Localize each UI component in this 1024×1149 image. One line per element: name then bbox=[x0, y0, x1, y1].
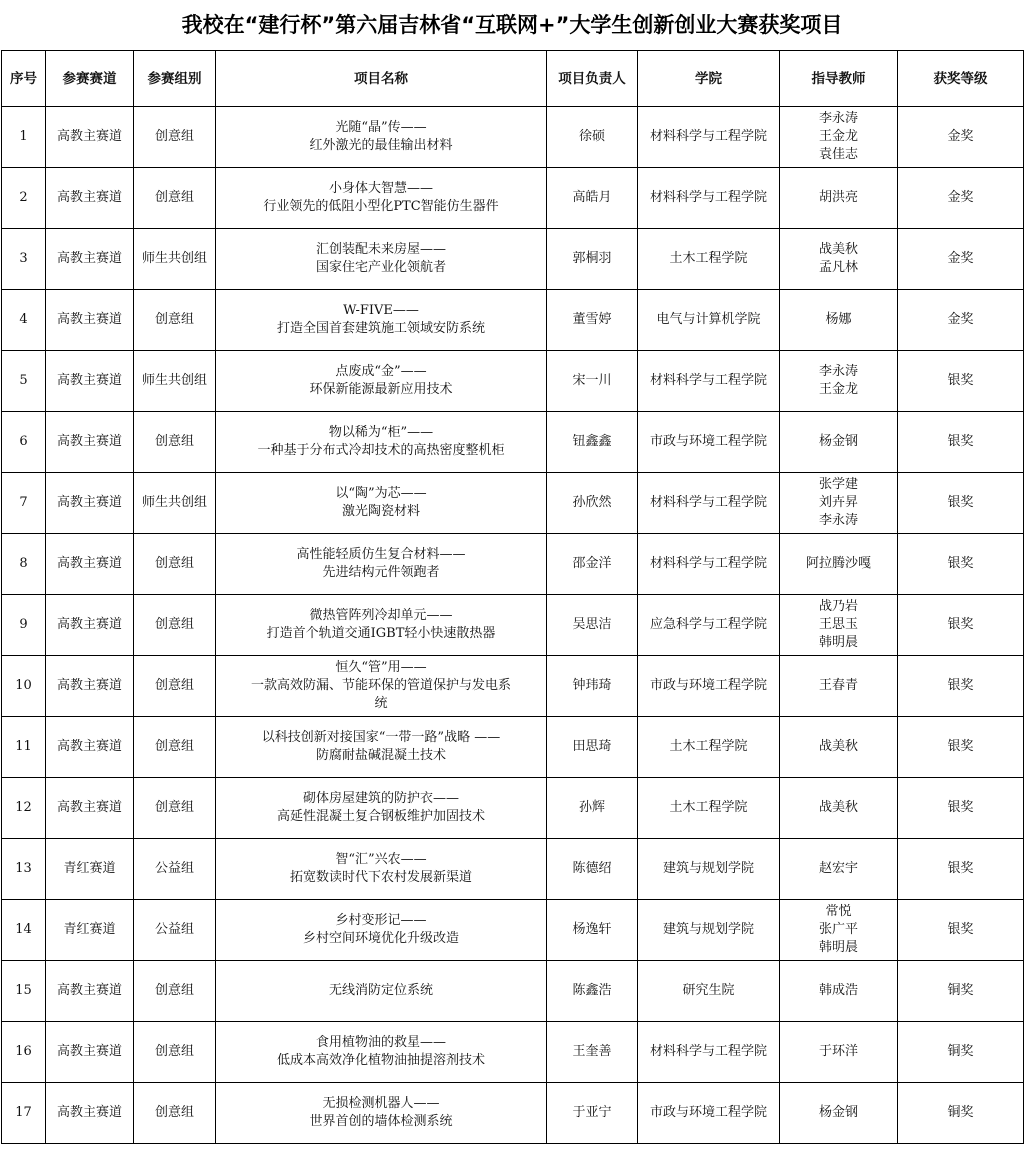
cell-track: 高教主赛道 bbox=[46, 351, 134, 412]
teacher-name: 刘卉昇 bbox=[818, 495, 858, 510]
cell-group: 师生共创组 bbox=[134, 473, 216, 534]
cell-college bbox=[638, 1083, 780, 1144]
header-award: 获奖等级 bbox=[898, 51, 1024, 107]
cell-group: 创意组 bbox=[134, 168, 216, 229]
cell-index: 9 bbox=[2, 595, 46, 656]
cell-college bbox=[638, 229, 780, 290]
project-name-line: 世界首创的墙体检测系统 bbox=[309, 1114, 453, 1129]
cell-project bbox=[216, 1083, 547, 1144]
cell-teacher bbox=[780, 290, 898, 351]
cell-project bbox=[216, 473, 547, 534]
project-name-line: 先进结构元件领跑者 bbox=[322, 565, 440, 580]
cell-project bbox=[216, 107, 547, 168]
cell-index: 2 bbox=[2, 168, 46, 229]
project-name-line: 微热管阵列冷却单元—— bbox=[309, 608, 453, 623]
teacher-name: 常悦 bbox=[825, 904, 852, 919]
project-name-line: 打造首个轨道交通IGBT轻小快速散热器 bbox=[266, 626, 496, 641]
cell-project bbox=[216, 168, 547, 229]
college-name: 市政与环境工程学院 bbox=[649, 434, 767, 449]
cell-index: 8 bbox=[2, 534, 46, 595]
cell-index: 14 bbox=[2, 900, 46, 961]
college-name: 材料科学与工程学院 bbox=[649, 556, 767, 571]
teacher-name: 战美秋 bbox=[818, 242, 858, 257]
cell-group: 创意组 bbox=[134, 1022, 216, 1083]
table-row bbox=[2, 717, 1024, 778]
project-name-line: 打造全国首套建筑施工领域安防系统 bbox=[276, 321, 485, 336]
cell-index: 12 bbox=[2, 778, 46, 839]
cell-leader: 吴思洁 bbox=[547, 595, 638, 656]
college-name: 材料科学与工程学院 bbox=[649, 1044, 767, 1059]
cell-group: 创意组 bbox=[134, 595, 216, 656]
table-row bbox=[2, 229, 1024, 290]
teacher-name: 韩明晨 bbox=[818, 635, 858, 650]
project-name-line: 激光陶瓷材料 bbox=[341, 504, 420, 519]
cell-college bbox=[638, 351, 780, 412]
header-teacher: 指导教师 bbox=[780, 51, 898, 107]
cell-project bbox=[216, 534, 547, 595]
project-name-line: 一款高效防漏、节能环保的管道保护与发电系 bbox=[250, 678, 511, 693]
cell-leader: 邵金洋 bbox=[547, 534, 638, 595]
project-name-line: 行业领先的低阻小型化PTC智能仿生器件 bbox=[263, 199, 499, 214]
college-name: 土木工程学院 bbox=[669, 739, 748, 754]
cell-leader: 陈鑫浩 bbox=[547, 961, 638, 1022]
cell-award: 铜奖 bbox=[898, 1083, 1024, 1144]
header-college: 学院 bbox=[638, 51, 780, 107]
teacher-name: 胡洪亮 bbox=[818, 190, 858, 205]
teacher-name: 韩成浩 bbox=[818, 983, 858, 998]
teacher-name: 赵宏宇 bbox=[818, 861, 858, 876]
table-row bbox=[2, 778, 1024, 839]
cell-group: 公益组 bbox=[134, 839, 216, 900]
cell-college bbox=[638, 107, 780, 168]
cell-group: 师生共创组 bbox=[134, 229, 216, 290]
teacher-name: 孟凡林 bbox=[818, 260, 858, 275]
cell-project bbox=[216, 900, 547, 961]
cell-teacher bbox=[780, 778, 898, 839]
cell-teacher bbox=[780, 229, 898, 290]
cell-teacher bbox=[780, 900, 898, 961]
cell-project bbox=[216, 290, 547, 351]
cell-college bbox=[638, 717, 780, 778]
cell-teacher bbox=[780, 717, 898, 778]
college-name: 建筑与规划学院 bbox=[662, 861, 754, 876]
cell-leader: 徐硕 bbox=[547, 107, 638, 168]
table-row bbox=[2, 595, 1024, 656]
header-leader: 项目负责人 bbox=[547, 51, 638, 107]
project-name-line: 智“汇”兴农—— bbox=[335, 852, 427, 867]
project-name-line: 一种基于分布式冷却技术的高热密度整机柜 bbox=[257, 443, 505, 458]
cell-group: 创意组 bbox=[134, 656, 216, 717]
project-name-line: 无线消防定位系统 bbox=[328, 983, 433, 998]
cell-group: 创意组 bbox=[134, 412, 216, 473]
cell-track: 高教主赛道 bbox=[46, 168, 134, 229]
cell-leader: 田思琦 bbox=[547, 717, 638, 778]
teacher-name: 阿拉腾沙嘎 bbox=[805, 556, 871, 571]
cell-project bbox=[216, 229, 547, 290]
cell-college bbox=[638, 473, 780, 534]
project-name-line: 光随“晶”传—— bbox=[335, 120, 427, 135]
cell-leader: 于亚宁 bbox=[547, 1083, 638, 1144]
teacher-name: 杨娜 bbox=[825, 312, 852, 327]
header-row bbox=[2, 51, 1024, 107]
cell-teacher bbox=[780, 107, 898, 168]
cell-teacher bbox=[780, 595, 898, 656]
cell-track: 高教主赛道 bbox=[46, 534, 134, 595]
cell-index: 1 bbox=[2, 107, 46, 168]
awards-table bbox=[1, 50, 1024, 1144]
college-name: 土木工程学院 bbox=[669, 800, 748, 815]
cell-college bbox=[638, 290, 780, 351]
table-row bbox=[2, 351, 1024, 412]
cell-teacher bbox=[780, 473, 898, 534]
cell-award: 银奖 bbox=[898, 412, 1024, 473]
college-name: 研究生院 bbox=[682, 983, 735, 998]
cell-award: 银奖 bbox=[898, 534, 1024, 595]
cell-award: 铜奖 bbox=[898, 1022, 1024, 1083]
cell-award: 铜奖 bbox=[898, 961, 1024, 1022]
cell-group: 创意组 bbox=[134, 290, 216, 351]
cell-track: 高教主赛道 bbox=[46, 107, 134, 168]
project-name-line: 无损检测机器人—— bbox=[322, 1096, 440, 1111]
cell-index: 5 bbox=[2, 351, 46, 412]
cell-project bbox=[216, 839, 547, 900]
cell-index: 17 bbox=[2, 1083, 46, 1144]
project-name-line: 拓宽数读时代下农村发展新渠道 bbox=[289, 870, 472, 885]
project-name-line: 砌体房屋建筑的防护衣—— bbox=[302, 791, 459, 806]
cell-award: 银奖 bbox=[898, 900, 1024, 961]
college-name: 土木工程学院 bbox=[669, 251, 748, 266]
cell-leader: 钮鑫鑫 bbox=[547, 412, 638, 473]
teacher-name: 王春青 bbox=[818, 678, 858, 693]
project-name-line: 以“陶”为芯—— bbox=[335, 486, 427, 501]
cell-index: 13 bbox=[2, 839, 46, 900]
cell-leader: 孙辉 bbox=[547, 778, 638, 839]
cell-teacher bbox=[780, 534, 898, 595]
cell-award: 银奖 bbox=[898, 351, 1024, 412]
cell-award: 银奖 bbox=[898, 473, 1024, 534]
cell-teacher bbox=[780, 839, 898, 900]
teacher-name: 王金龙 bbox=[818, 129, 858, 144]
project-name-line: 恒久“管”用—— bbox=[335, 660, 427, 675]
project-name-line: 乡村变形记—— bbox=[335, 913, 427, 928]
cell-project bbox=[216, 412, 547, 473]
cell-teacher bbox=[780, 168, 898, 229]
project-name-line: 以科技创新对接国家“一带一路”战略 —— bbox=[261, 730, 501, 745]
cell-project bbox=[216, 961, 547, 1022]
cell-teacher bbox=[780, 351, 898, 412]
project-name-line: 点废成“金”—— bbox=[335, 364, 427, 379]
cell-track: 高教主赛道 bbox=[46, 778, 134, 839]
cell-project bbox=[216, 595, 547, 656]
cell-index: 16 bbox=[2, 1022, 46, 1083]
cell-leader: 郭桐羽 bbox=[547, 229, 638, 290]
teacher-name: 杨金钢 bbox=[818, 434, 858, 449]
cell-track: 高教主赛道 bbox=[46, 1083, 134, 1144]
cell-award: 银奖 bbox=[898, 656, 1024, 717]
project-name-line: 防腐耐盐碱混凝土技术 bbox=[315, 748, 446, 763]
table-row bbox=[2, 534, 1024, 595]
cell-college bbox=[638, 595, 780, 656]
cell-track: 高教主赛道 bbox=[46, 412, 134, 473]
college-name: 市政与环境工程学院 bbox=[649, 1105, 767, 1120]
page-title: 我校在“建行杯”第六届吉林省“互联网+”大学生创新创业大赛获奖项目 bbox=[181, 13, 843, 37]
cell-leader: 王奎善 bbox=[547, 1022, 638, 1083]
teacher-name: 李永涛 bbox=[818, 111, 858, 126]
cell-index: 11 bbox=[2, 717, 46, 778]
cell-college bbox=[638, 412, 780, 473]
cell-award: 金奖 bbox=[898, 168, 1024, 229]
cell-track: 高教主赛道 bbox=[46, 1022, 134, 1083]
cell-track: 高教主赛道 bbox=[46, 656, 134, 717]
header-track: 参赛赛道 bbox=[46, 51, 134, 107]
cell-leader: 董雪婷 bbox=[547, 290, 638, 351]
college-name: 材料科学与工程学院 bbox=[649, 373, 767, 388]
college-name: 市政与环境工程学院 bbox=[649, 678, 767, 693]
table-row bbox=[2, 168, 1024, 229]
header-index: 序号 bbox=[2, 51, 46, 107]
teacher-name: 张学建 bbox=[818, 477, 858, 492]
cell-leader: 高皓月 bbox=[547, 168, 638, 229]
project-name-line: 小身体大智慧—— bbox=[328, 181, 433, 196]
project-name-line: 乡村空间环境优化升级改造 bbox=[302, 931, 459, 946]
project-name-line: 高性能轻质仿生复合材料—— bbox=[296, 547, 466, 562]
project-name-line: 统 bbox=[374, 696, 388, 711]
cell-college bbox=[638, 656, 780, 717]
project-name-line: 高延性混凝土复合钢板维护加固技术 bbox=[276, 809, 485, 824]
cell-index: 15 bbox=[2, 961, 46, 1022]
cell-college bbox=[638, 839, 780, 900]
college-name: 电气与计算机学院 bbox=[656, 312, 761, 327]
cell-group: 创意组 bbox=[134, 107, 216, 168]
cell-group: 公益组 bbox=[134, 900, 216, 961]
header-project: 项目名称 bbox=[216, 51, 547, 107]
college-name: 材料科学与工程学院 bbox=[649, 129, 767, 144]
cell-project bbox=[216, 778, 547, 839]
college-name: 建筑与规划学院 bbox=[662, 922, 754, 937]
cell-group: 创意组 bbox=[134, 1083, 216, 1144]
cell-leader: 宋一川 bbox=[547, 351, 638, 412]
cell-teacher bbox=[780, 1083, 898, 1144]
college-name: 应急科学与工程学院 bbox=[649, 617, 767, 632]
cell-group: 创意组 bbox=[134, 717, 216, 778]
cell-index: 7 bbox=[2, 473, 46, 534]
cell-leader: 杨逸轩 bbox=[547, 900, 638, 961]
cell-award: 银奖 bbox=[898, 778, 1024, 839]
cell-track: 青红赛道 bbox=[46, 839, 134, 900]
table-row bbox=[2, 1083, 1024, 1144]
teacher-name: 韩明晨 bbox=[818, 940, 858, 955]
project-name-line: 低成本高效净化植物油抽提溶剂技术 bbox=[276, 1053, 485, 1068]
cell-college bbox=[638, 778, 780, 839]
table-body bbox=[2, 107, 1024, 1144]
cell-college bbox=[638, 961, 780, 1022]
cell-project bbox=[216, 351, 547, 412]
cell-award: 银奖 bbox=[898, 595, 1024, 656]
cell-leader: 陈德绍 bbox=[547, 839, 638, 900]
table-row bbox=[2, 412, 1024, 473]
teacher-name: 于环洋 bbox=[818, 1044, 858, 1059]
teacher-name: 战美秋 bbox=[818, 800, 858, 815]
cell-index: 10 bbox=[2, 656, 46, 717]
cell-group: 师生共创组 bbox=[134, 351, 216, 412]
table-row bbox=[2, 290, 1024, 351]
cell-project bbox=[216, 717, 547, 778]
cell-group: 创意组 bbox=[134, 534, 216, 595]
cell-college bbox=[638, 534, 780, 595]
cell-college bbox=[638, 1022, 780, 1083]
cell-award: 金奖 bbox=[898, 229, 1024, 290]
cell-track: 高教主赛道 bbox=[46, 229, 134, 290]
cell-index: 4 bbox=[2, 290, 46, 351]
cell-group: 创意组 bbox=[134, 778, 216, 839]
cell-track: 青红赛道 bbox=[46, 900, 134, 961]
table-row bbox=[2, 107, 1024, 168]
teacher-name: 杨金钢 bbox=[818, 1105, 858, 1120]
table-row bbox=[2, 656, 1024, 717]
cell-track: 高教主赛道 bbox=[46, 473, 134, 534]
teacher-name: 李永涛 bbox=[818, 513, 858, 528]
cell-project bbox=[216, 1022, 547, 1083]
teacher-name: 战乃岩 bbox=[818, 599, 858, 614]
project-name-line: 环保新能源最新应用技术 bbox=[309, 382, 453, 397]
project-name-line: 红外激光的最佳输出材料 bbox=[309, 138, 453, 153]
college-name: 材料科学与工程学院 bbox=[649, 495, 767, 510]
cell-college bbox=[638, 900, 780, 961]
cell-leader: 孙欣然 bbox=[547, 473, 638, 534]
cell-award: 银奖 bbox=[898, 839, 1024, 900]
teacher-name: 张广平 bbox=[818, 922, 858, 937]
cell-award: 银奖 bbox=[898, 717, 1024, 778]
table-row bbox=[2, 961, 1024, 1022]
teacher-name: 李永涛 bbox=[818, 364, 858, 379]
table-row bbox=[2, 1022, 1024, 1083]
project-name-line: 国家住宅产业化领航者 bbox=[315, 260, 446, 275]
cell-track: 高教主赛道 bbox=[46, 961, 134, 1022]
teacher-name: 王思玉 bbox=[818, 617, 858, 632]
project-name-line: 食用植物油的救星—— bbox=[315, 1035, 446, 1050]
cell-teacher bbox=[780, 656, 898, 717]
project-name-line: 物以稀为“柜”—— bbox=[328, 425, 434, 440]
cell-college bbox=[638, 168, 780, 229]
cell-index: 6 bbox=[2, 412, 46, 473]
table-row bbox=[2, 473, 1024, 534]
cell-project bbox=[216, 656, 547, 717]
cell-track: 高教主赛道 bbox=[46, 717, 134, 778]
teacher-name: 战美秋 bbox=[818, 739, 858, 754]
cell-teacher bbox=[780, 412, 898, 473]
cell-index: 3 bbox=[2, 229, 46, 290]
teacher-name: 王金龙 bbox=[818, 382, 858, 397]
college-name: 材料科学与工程学院 bbox=[649, 190, 767, 205]
project-name-line: 汇创装配未来房屋—— bbox=[315, 242, 446, 257]
table-row bbox=[2, 839, 1024, 900]
cell-award: 金奖 bbox=[898, 290, 1024, 351]
cell-group: 创意组 bbox=[134, 961, 216, 1022]
table-row bbox=[2, 900, 1024, 961]
cell-track: 高教主赛道 bbox=[46, 595, 134, 656]
project-name-line: W-FIVE—— bbox=[343, 303, 419, 318]
cell-track: 高教主赛道 bbox=[46, 290, 134, 351]
cell-award: 金奖 bbox=[898, 107, 1024, 168]
teacher-name: 袁佳志 bbox=[818, 147, 858, 162]
cell-teacher bbox=[780, 961, 898, 1022]
cell-leader: 钟玮琦 bbox=[547, 656, 638, 717]
header-group: 参赛组别 bbox=[134, 51, 216, 107]
cell-teacher bbox=[780, 1022, 898, 1083]
